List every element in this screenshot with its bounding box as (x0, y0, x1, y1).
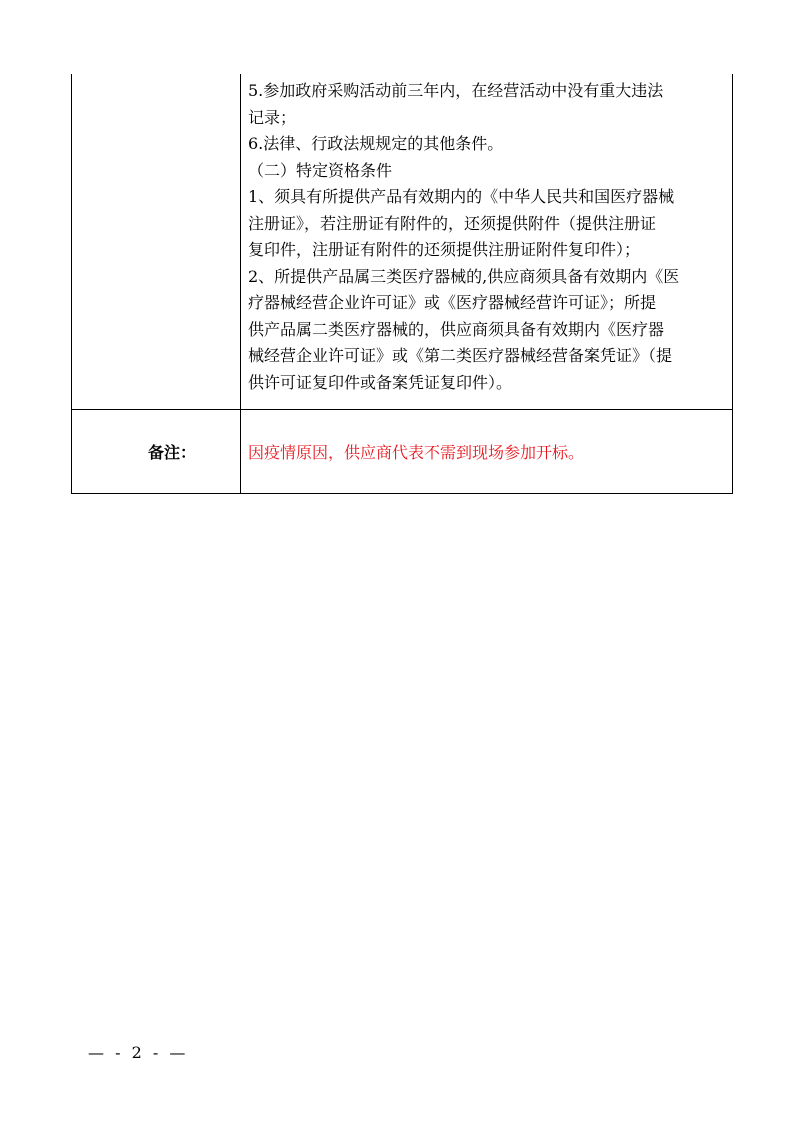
requirement-line: 供许可证复印件或备案凭证复印件）。 (248, 372, 513, 392)
requirement-line: 械经营企业许可证》或《第二类医疗器械经营备案凭证》（提 (248, 346, 673, 365)
table-row-divider (72, 409, 732, 410)
requirement-line: 供产品属二类医疗器械的，供应商须具备有效期内《医疗器 (248, 319, 665, 339)
requirement-line: 5.参加政府采购活动前三年内，在经营活动中没有重大违法 (248, 81, 664, 100)
requirement-line: 复印件，注册证有附件的还须提供注册证附件复印件）； (248, 240, 641, 259)
requirement-line: 注册证》，若注册证有附件的，还须提供附件（提供注册证 (248, 213, 657, 233)
qualification-requirements (248, 78, 728, 396)
requirement-line: 1、须具有所提供产品有效期内的《中华人民共和国医疗器械 (248, 187, 675, 206)
page-number: — - 2 - — (88, 1043, 189, 1062)
requirement-line: （二）特定资格条件 (248, 160, 393, 180)
remark-label: 备注： (147, 443, 196, 462)
requirement-line: 记录； (248, 107, 297, 127)
table-column-divider (240, 74, 241, 493)
requirement-line: 6.法律、行政法规规定的其他条件。 (248, 134, 504, 153)
requirement-line: 疗器械经营企业许可证》或《医疗器械经营许可证》；所提 (248, 293, 657, 312)
remark-text: 因疫情原因，供应商代表不需到现场参加开标。 (248, 443, 585, 462)
requirement-line: 2、所提供产品属三类医疗器械的,供应商须具备有效期内《医 (248, 266, 680, 286)
requirements-table (71, 74, 733, 494)
